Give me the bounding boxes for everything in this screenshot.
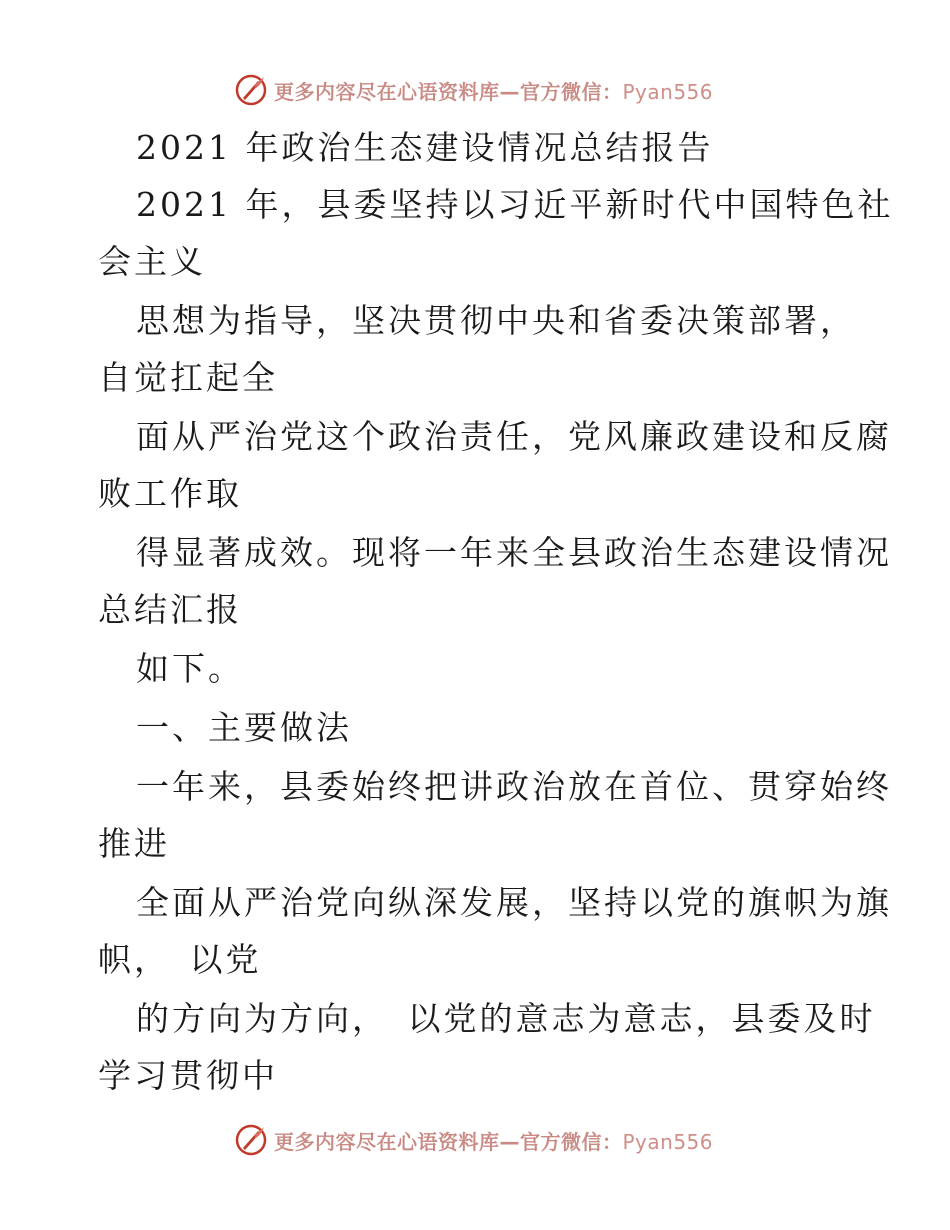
paragraph-line: 自觉扛起全 — [98, 358, 278, 397]
paragraph-line: 会主义 — [98, 242, 206, 281]
paragraph-line: 面从严治党这个政治责任，党风廉政建设和反腐 — [136, 417, 892, 456]
quill-logo-icon — [234, 73, 268, 107]
watermark-text: 更多内容尽在心语资料库—官方微信：Pyan556 — [274, 1129, 714, 1154]
paragraph-line: 学习贯彻中 — [98, 1056, 278, 1095]
paragraph-line: 一年来，县委始终把讲政治放在首位、贯穿始终 — [136, 767, 892, 806]
paragraph-line: 帜， 以党 — [98, 940, 262, 979]
section-heading: 一、主要做法 — [136, 708, 352, 747]
paragraph-line: 推进 — [98, 824, 170, 863]
document-title: 2021 年政治生态建设情况总结报告 — [136, 128, 714, 167]
footer-watermark — [234, 1122, 713, 1158]
header-watermark — [234, 72, 713, 108]
paragraph-line: 2021 年，县委坚持以习近平新时代中国特色社 — [136, 185, 894, 224]
paragraph-line: 总结汇报 — [98, 590, 242, 629]
paragraph-line: 如下。 — [136, 649, 244, 688]
paragraph-line: 全面从严治党向纵深发展，坚持以党的旗帜为旗 — [136, 883, 892, 922]
paragraph-line: 败工作取 — [98, 474, 242, 513]
quill-logo-icon — [234, 1123, 268, 1157]
paragraph-line: 的方向为方向， 以党的意志为意志，县委及时 — [136, 999, 876, 1038]
paragraph-line: 得显著成效。现将一年来全县政治生态建设情况 — [136, 533, 892, 572]
paragraph-line: 思想为指导，坚决贯彻中央和省委决策部署， — [136, 301, 856, 340]
watermark-text: 更多内容尽在心语资料库—官方微信：Pyan556 — [274, 79, 714, 104]
